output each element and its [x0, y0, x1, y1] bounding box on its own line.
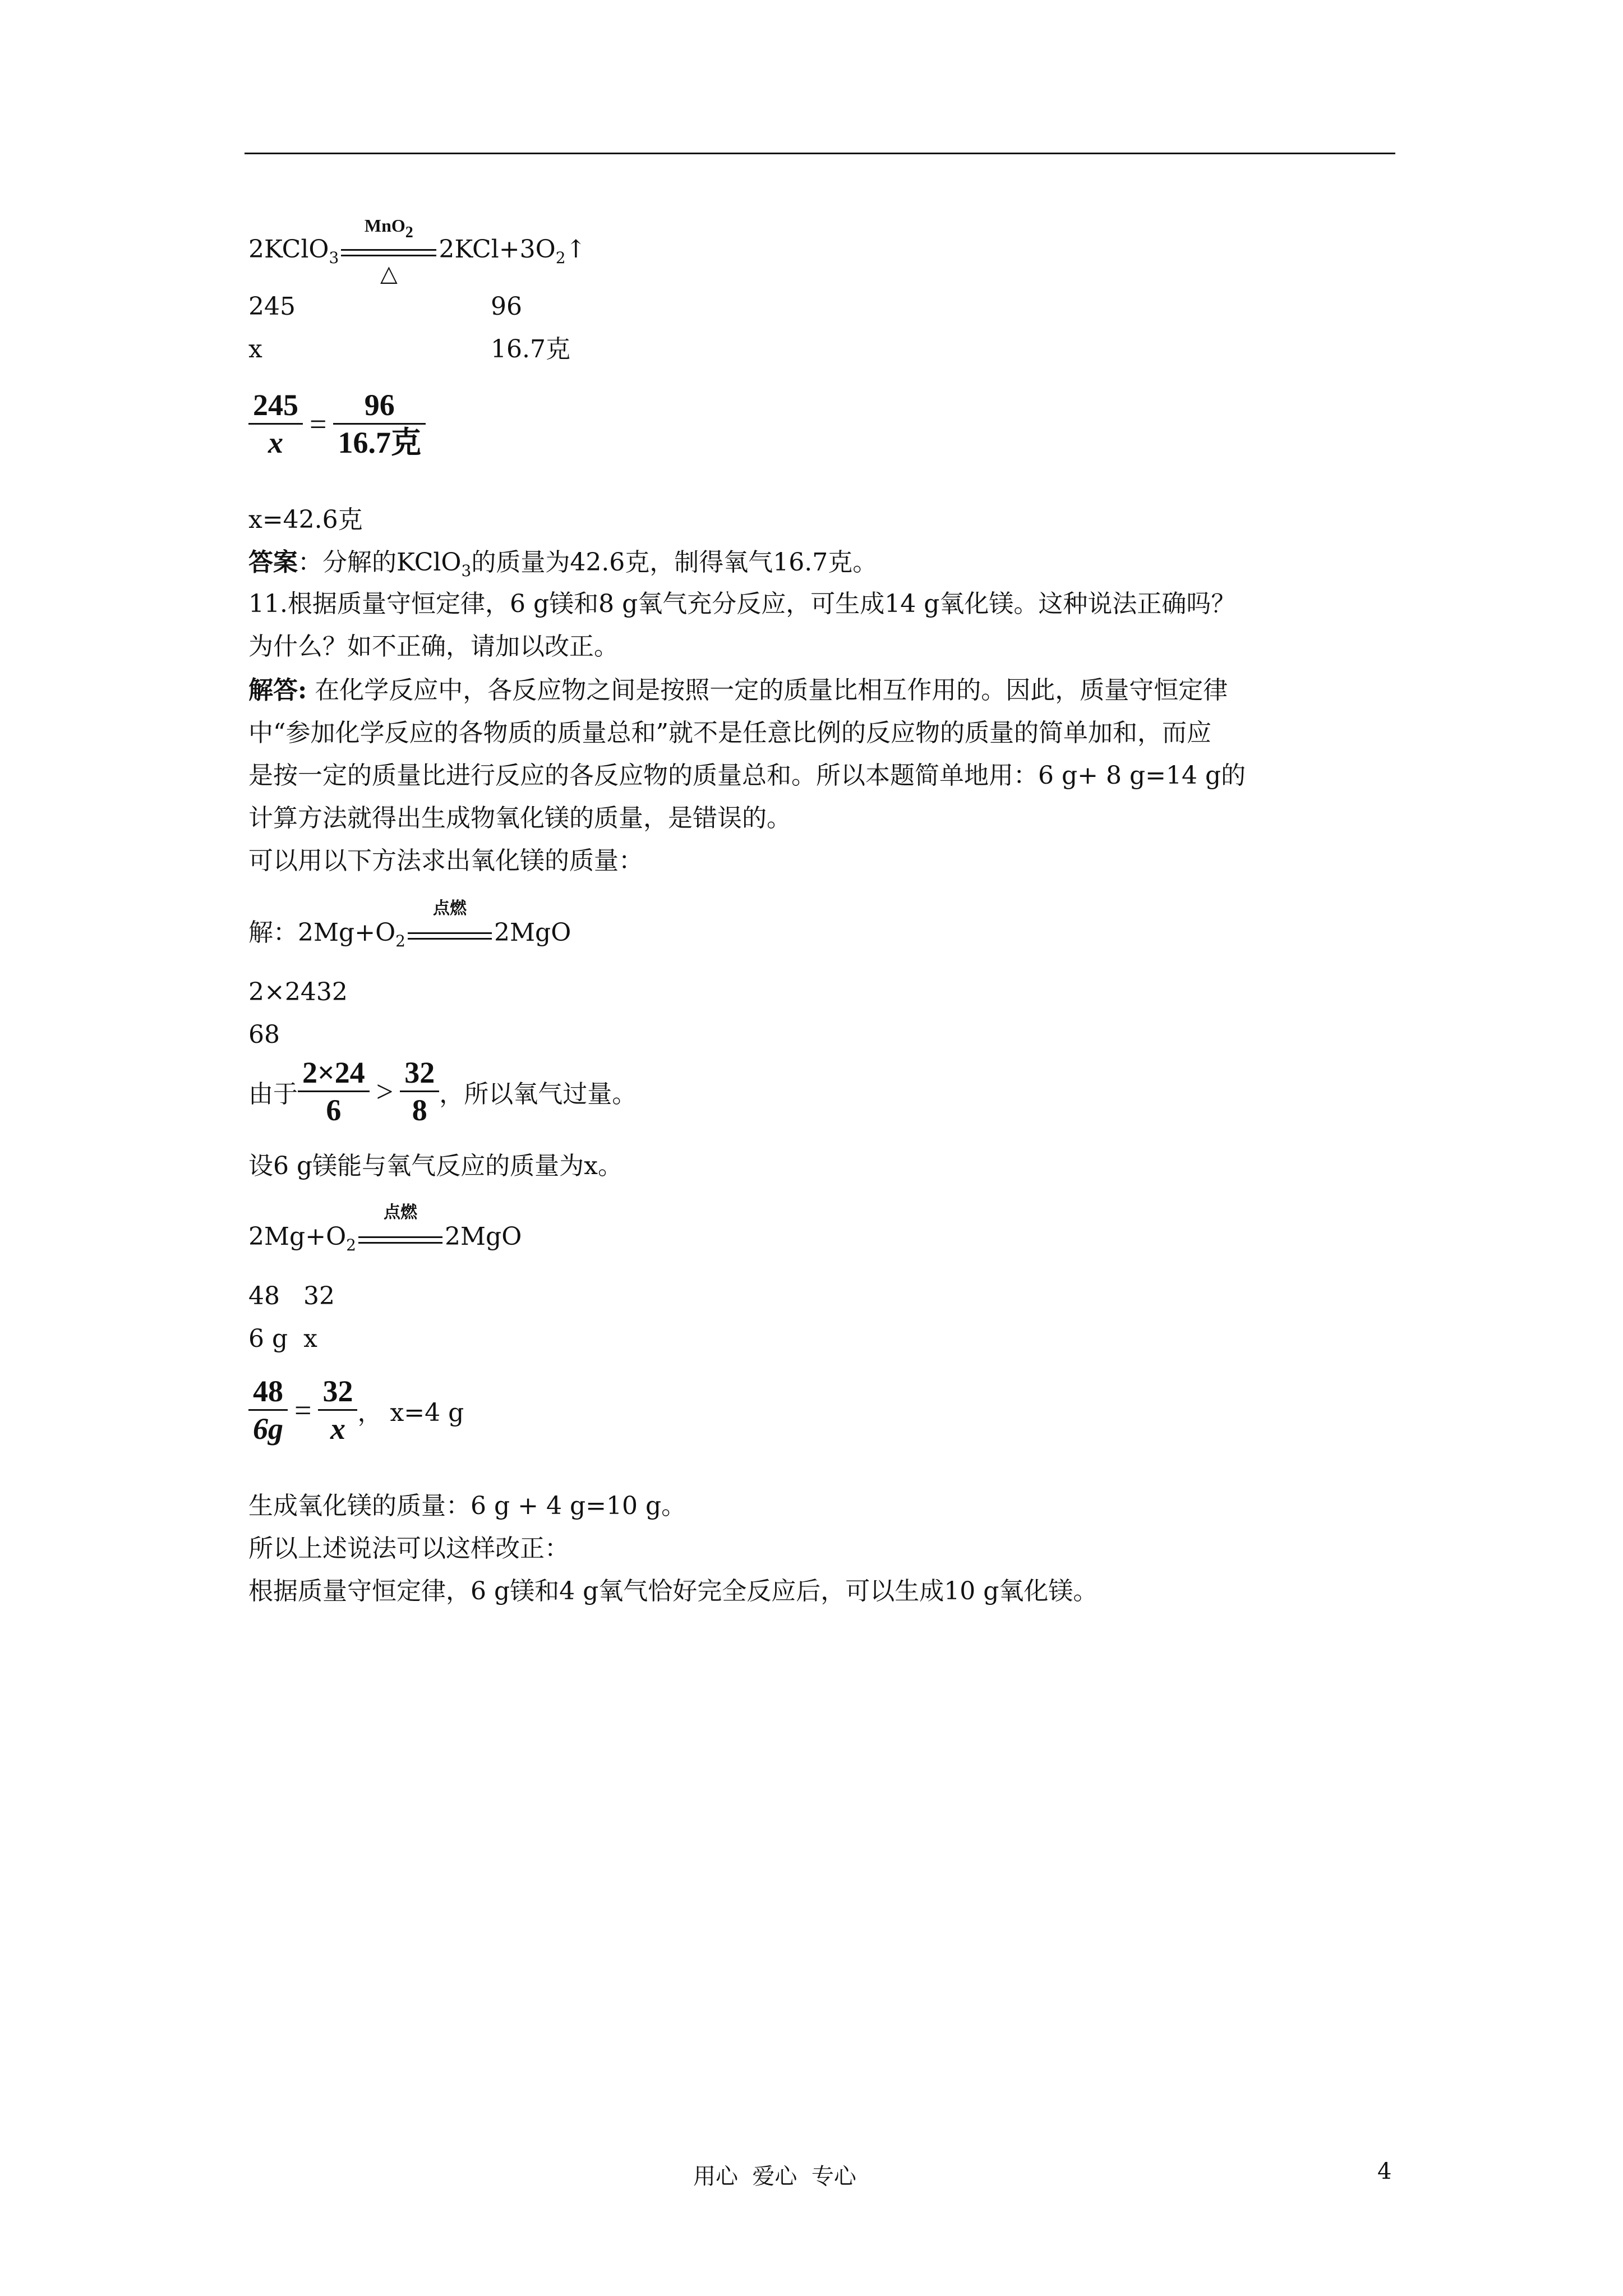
- equation-kclo3-decomposition: 2KClO$_3$ MnO$_2$ △ $2KCl+3O_2↑$: [248, 215, 587, 287]
- mass-ratio-row-4: 68: [248, 1020, 280, 1049]
- solution-line-5: 可以用以下方法求出氧化镁的质量：: [248, 846, 643, 875]
- solution-line-4: 计算方法就得出生成物氧化镁的质量，是错误的。: [248, 804, 791, 832]
- page-number: 4: [1377, 2159, 1392, 2184]
- mass-ratio-row-6: 6 g x: [248, 1324, 317, 1353]
- question-11-line-2: 为什么？如不正确，请加以改正。: [248, 632, 619, 661]
- solution-line-1: 解答: 在化学反应中，各反应物之间是按照一定的质量比相互作用的。因此，质量守恒定律: [248, 676, 1228, 705]
- proportion-equation-1: $\frac{245}{x}$ = $\frac{96}{\text{16.7克}}$: [248, 387, 426, 461]
- solution-line-2: 中“参加化学反应的各物质的质量总和”就不是任意比例的反应物的质量的简单加和，而应: [248, 719, 1211, 747]
- footer-motto: 用心 爱心 专心: [693, 2164, 856, 2189]
- corrected-statement: 根据质量守恒定律，6 g镁和4 g氧气恰好完全反应后，可以生成10 g氧化镁。: [248, 1577, 1098, 1605]
- mass-ratio-row-1: 245 96: [248, 292, 522, 321]
- equation-mg-combustion-2: $2Mg+O_2$ 点燃 2MgO: [248, 1203, 522, 1254]
- product-mass-line: 生成氧化镁的质量：6 g + 4 g=10 g。: [248, 1492, 686, 1520]
- mass-ratio-row-2: x 16.7克: [248, 335, 570, 364]
- proportion-equation-2: $\frac{48}{6g}$ = $\frac{32}{x}$ ， x=4 g: [248, 1373, 464, 1447]
- comparison-line: 由于 $\frac{2\times 24}{6}$ > $\frac{32}{8}$ ，所以氧气过量。: [248, 1056, 637, 1127]
- correction-intro: 所以上述说法可以这样改正：: [248, 1534, 569, 1563]
- reaction-condition: 点燃: [358, 1222, 442, 1252]
- set-x-line: 设6 g镁能与氧气反应的质量为x。: [248, 1152, 623, 1180]
- header-rule: [245, 153, 1395, 154]
- answer-line: 答案：分解的KClO$_3$的质量为42.6克，制得氧气16.7克。: [248, 548, 878, 580]
- mass-ratio-row-3: 2×2432: [248, 978, 348, 1006]
- question-11-line-1: 11.根据质量守恒定律，6 g镁和8 g氧气充分反应，可生成14 g氧化镁。这种说法正确吗？: [248, 590, 1236, 618]
- solution-line-3: 是按一定的质量比进行反应的各反应物的质量总和。所以本题简单地用：6 g+ 8 g=14 g的: [248, 761, 1246, 790]
- reaction-condition: 点燃: [408, 918, 492, 948]
- result-x: x=42.6克: [248, 505, 363, 534]
- reaction-condition: MnO$_2$ △: [341, 234, 436, 265]
- mass-ratio-row-5: 48 32: [248, 1282, 335, 1310]
- equation-mg-combustion-1: 解：$2Mg+O_2$ 点燃 2MgO: [248, 899, 571, 950]
